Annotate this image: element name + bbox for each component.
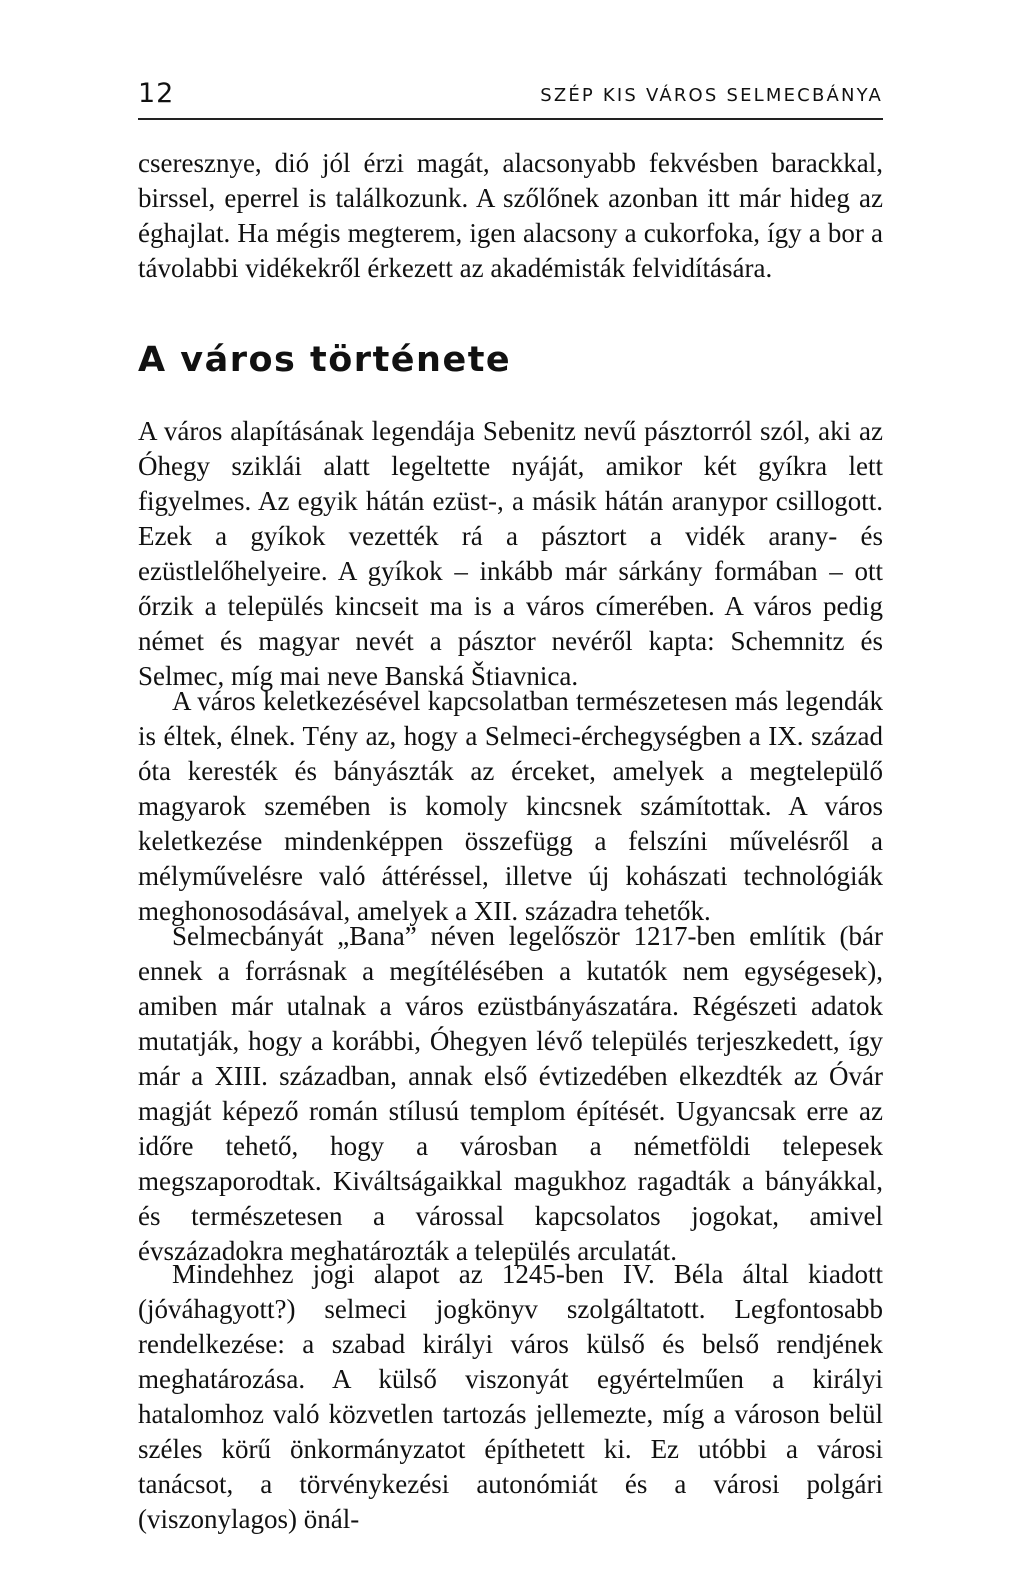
book-page: [138, 0, 883, 1581]
running-header: [138, 78, 883, 120]
intro-paragraph: cseresznye, dió jól érzi magát, alacsonyabb fekvésben barackkal, birssel, eperrel is találkozunk. A szőlőnek azonban itt már hideg az éghajlat. Ha mégis megterem, igen alacsony a cukorfoka, így a bor a távolabbi vidékekről érkezett az akadémisták felvidítására.: [138, 148, 883, 283]
body-paragraph: A város alapításának legendája Sebenitz nevű pásztorról szól, aki az Óhegy sziklái alatt legeltette nyáját, amikor két gyíkra lett figyelmes. Az egyik hátán ezüst-, a másik hátán aranypor csillogott. Ezek a gyíkok vezették rá a pásztort a vidék arany- és ezüstlelőhelyeire. A gyíkok – inkább már sárkány formában – ott őrzik a település kincseit ma is a város címerében. A város pedig német és magyar nevét a pásztor nevéről kapta: Schemnitz és Selmec, míg mai neve Banská Štiavnica.: [138, 416, 883, 691]
body-paragraph: A város keletkezésével kapcsolatban természetesen más legendák is éltek, élnek. Tény az, hogy a Selmeci-érchegységben a IX. század óta keresték és bányászták az érceket, amelyek a megtelepülő magyarok szemében is komoly kincsnek számítottak. A város keletkezése mindenképpen összefügg a felszíni művelésről a mélyművelésre való áttéréssel, illetve új kohászati technológiák meghonosodásával, amelyek a XII. századra tehetők.: [138, 686, 883, 926]
running-title: SZÉP KIS VÁROS SELMECBÁNYA: [540, 85, 883, 106]
page-number: 12: [138, 78, 175, 109]
body-paragraph: Selmecbányát „Bana” néven legelőször 1217-ben említik (bár ennek a forrásnak a megítélésében a kutatók nem egységesek), amiben már utalnak a város ezüstbányászatára. Régészeti adatok mutatják, hogy a korábbi, Óhegyen lévő település terjeszkedett, így már a XIII. században, annak első évtizedében elkezdték az Óvár magját képező román stílusú templom építését. Ugyancsak erre az időre tehető, hogy a városban a németföldi telepesek megszaporodtak. Kiváltságaikkal magukhoz ragadták a bányákkal, és természetesen a várossal kapcsolatos jogokat, amivel évszázadokra meghatározták a település arculatát.: [138, 921, 883, 1266]
body-paragraph: Mindehhez jogi alapot az 1245-ben IV. Béla által kiadott (jóváhagyott?) selmeci jogkönyv szolgáltatott. Legfontosabb rendelkezése: a szabad királyi város külső és belső rendjének meghatározása. A külső viszonyát egyértelműen a királyi hatalomhoz való közvetlen tartozás jellemezte, míg a városon belül széles körű önkormányzatot építhetett ki. Ez utóbbi a városi tanácsot, a törvénykezési autonómiát és a városi polgári (viszonylagos) önál-: [138, 1259, 883, 1534]
section-heading: A város története: [138, 340, 512, 380]
